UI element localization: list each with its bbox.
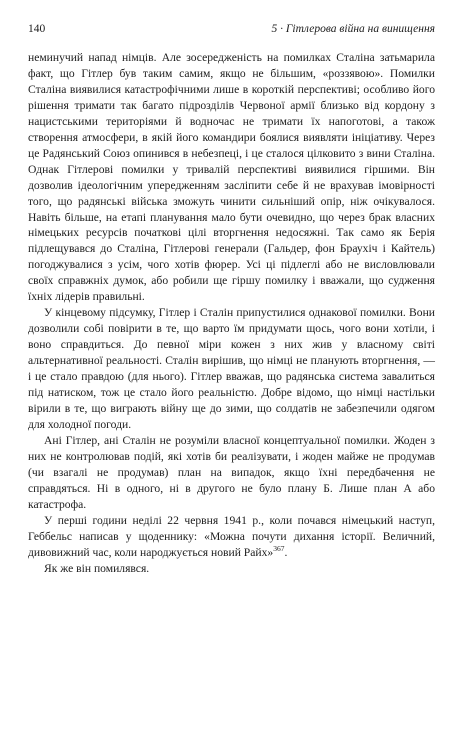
paragraph-text: У перші години неділі 22 червня 1941 р., коли почався німецький наступ, Геббельс написав у щоденнику: «Можна почути дихання історії. Величний, дивовижний час, коли народжується новий Райх» <box>28 513 435 559</box>
paragraph: У кінцевому підсумку, Гітлер і Сталін припустилися однакової помилки. Вони дозволили собі повірити в те, що варто їм придумати щось, чого вони хотіли, і воно справдиться. До певної міри кожен з них жив у власному світі альтернативної реальності. Сталін вирішив, що німці не планують вторгнення, — і це стало правдою (для нього). Гітлер вважав, що радянська система завалиться під натиском, тож це стало його реальністю. Добре відомо, що німці настільки вірили в те, що виграють війну ще до зими, що солдатів не забезпечили одягом для холодної погоди. <box>28 306 435 431</box>
paragraph: Ані Гітлер, ані Сталін не розуміли власної концептуальної помилки. Жоден з них не контролював подій, які хотів би реалізувати, і жоден майже не продумав (чи взагалі не продумав) план на випадок, якщо їхні передбачення не справдяться. Ні в одного, ні в другого не було плану Б. Лише план А або катастрофа. <box>28 433 435 511</box>
endnote-reference: 367 <box>273 543 285 553</box>
paragraph: Як же він помилявся. <box>44 561 150 575</box>
running-head: 5 · Гітлерова війна на винищення <box>271 23 435 35</box>
page-number: 140 <box>28 23 46 35</box>
paragraph-tail: . <box>284 545 288 559</box>
paragraph: неминучий напад німців. Але зосередженість на помилках Сталіна затьмарила факт, що Гітлер був таким самим, якщо не більшим, «роззявою». Помилки Сталіна виявилися катастрофічними лише в короткій перспективі; особливо його рішення тримати так багато підрозділів Червоної армії близько від кордону з нацистськими територіями й водночас не тримати їх напоготові, а також створення атмосфери, в якій його командири боялися виявляти ініціативу. Через це Радянський Союз опинився в небезпеці, і це сталося цілковито з вини Сталіна. Однак Гітлерові помилки у тривалій перспективі виявилися гіршими. Він дозволив ідеологічним упередженням засліпити себе й не врахував імовірності того, що радянські війська зможуть чинити сильніший опір, ніж очікувалося. Навіть більше, на етапі планування мало бути очевидно, що через брак власних німецьких ресурсів початкові цілі вторгнення недосяжні. Так само як Берія підлещувався до Сталіна, Гітлерові генерали (Гальдер, фон Браухіч і Кайтель) погоджувалися з усім, чого хотів фюрер. Усі ці підлеглі або не висловлювали своїх справжніх думок, або робили ще гіршу помилку і вважали, що судження їхніх лідерів правильні. <box>28 51 435 304</box>
page-header <box>28 22 435 36</box>
paragraph <box>28 513 435 561</box>
body-text <box>28 50 435 576</box>
